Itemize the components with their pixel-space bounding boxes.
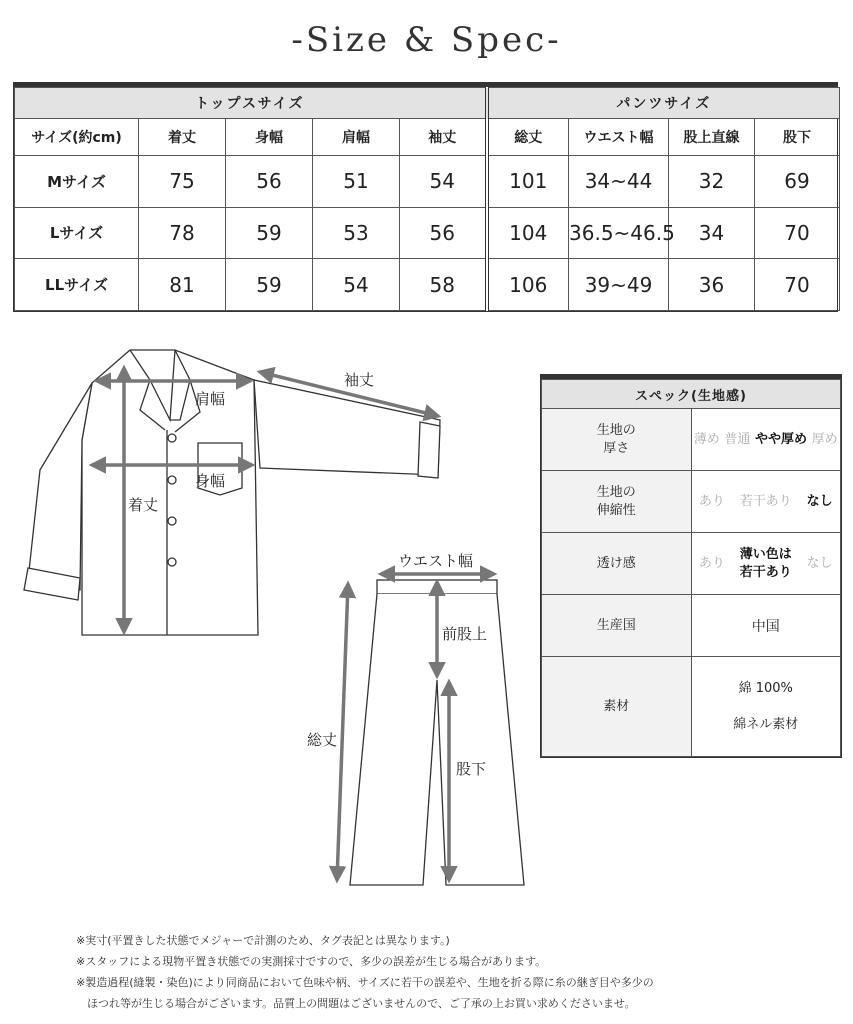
garment-illustration bbox=[0, 330, 540, 900]
spec-option: あり bbox=[698, 555, 725, 571]
spec-label: 素材 bbox=[542, 657, 692, 757]
table-cell: 51 bbox=[313, 156, 400, 208]
note-line: ※実寸(平置きした状態でメジャーで計測のため、タグ表記とは異なります。) bbox=[76, 934, 450, 947]
table-cell: 53 bbox=[313, 207, 400, 259]
spec-label: 生地の 伸縮性 bbox=[542, 471, 692, 533]
col-header-waist: ウエスト幅 bbox=[569, 119, 669, 156]
spec-option-selected: なし bbox=[806, 493, 833, 509]
origin-value: 中国 bbox=[691, 595, 841, 657]
col-header-chest: 身幅 bbox=[226, 119, 313, 156]
spec-option: 若干あり bbox=[739, 493, 792, 509]
spec-row-sheerness bbox=[542, 533, 841, 595]
table-cell: 36.5~46.5 bbox=[569, 207, 669, 259]
spec-option: 薄め bbox=[693, 431, 720, 447]
spec-option-selected: 薄い色は 若干あり bbox=[739, 546, 792, 580]
chest-label: 身幅 bbox=[195, 472, 226, 490]
note-line: ほつれ等が生じる場合がございます。品質上の問題はございませんので、ご了承の上お買い求めくださいませ。 bbox=[76, 997, 636, 1010]
spec-option-selected: やや厚め bbox=[755, 431, 808, 447]
spec-row-material bbox=[542, 657, 841, 757]
table-row bbox=[15, 156, 840, 208]
sleeve-label: 袖丈 bbox=[344, 371, 375, 389]
spec-row-thickness bbox=[542, 409, 841, 471]
spec-option: なし bbox=[806, 555, 833, 571]
table-row bbox=[15, 207, 840, 259]
inseam-label: 股下 bbox=[456, 760, 487, 778]
page-title: -Size & Spec- bbox=[291, 20, 562, 60]
table-cell: 78 bbox=[139, 207, 226, 259]
spec-row-origin bbox=[542, 595, 841, 657]
table-cell: 34 bbox=[669, 207, 755, 259]
table-cell: 104 bbox=[487, 207, 569, 259]
spec-table bbox=[540, 374, 842, 758]
table-cell: 81 bbox=[139, 259, 226, 311]
size-table bbox=[13, 82, 838, 312]
material-line: 綿ネル素材 bbox=[733, 716, 799, 732]
col-header-inseam: 股下 bbox=[755, 119, 840, 156]
rise-label: 前股上 bbox=[442, 625, 488, 643]
table-cell: 54 bbox=[400, 156, 487, 208]
note-line: ※スタッフによる現物平置き状態での実測採寸ですので、多少の誤差が生じる場合があります。 bbox=[76, 955, 547, 968]
table-cell: 54 bbox=[313, 259, 400, 311]
col-header-size: サイズ(約cm) bbox=[15, 119, 139, 156]
shoulder-label: 肩幅 bbox=[195, 390, 226, 408]
spec-row-stretch bbox=[542, 471, 841, 533]
table-cell: 70 bbox=[755, 259, 840, 311]
spec-title: スペック(生地感) bbox=[542, 380, 841, 409]
col-header-total: 総丈 bbox=[487, 119, 569, 156]
notes bbox=[76, 930, 836, 1014]
size-label: Lサイズ bbox=[15, 207, 139, 259]
table-cell: 59 bbox=[226, 259, 313, 311]
pants-size-header: パンツサイズ bbox=[487, 88, 840, 119]
note-line: ※製造過程(縫製・染色)により同商品において色味や柄、サイズに若干の誤差や、生地を折る際に糸の継ぎ目や多少の bbox=[76, 976, 654, 989]
spec-option: 普通 bbox=[724, 431, 751, 447]
spec-option: 厚め bbox=[811, 431, 838, 447]
spec-label: 透け感 bbox=[542, 533, 692, 595]
table-cell: 69 bbox=[755, 156, 840, 208]
col-header-shoulder: 肩幅 bbox=[313, 119, 400, 156]
table-cell: 75 bbox=[139, 156, 226, 208]
table-cell: 106 bbox=[487, 259, 569, 311]
col-header-length: 着丈 bbox=[139, 119, 226, 156]
spec-label: 生地の 厚さ bbox=[542, 409, 692, 471]
length-label: 着丈 bbox=[128, 496, 159, 514]
spec-option: あり bbox=[698, 493, 725, 509]
material-line: 綿 100% bbox=[738, 680, 793, 696]
table-cell: 58 bbox=[400, 259, 487, 311]
table-cell: 70 bbox=[755, 207, 840, 259]
tops-size-header: トップスサイズ bbox=[15, 88, 487, 119]
table-cell: 101 bbox=[487, 156, 569, 208]
table-row bbox=[15, 259, 840, 311]
table-cell: 39~49 bbox=[569, 259, 669, 311]
size-label: LLサイズ bbox=[15, 259, 139, 311]
table-cell: 56 bbox=[226, 156, 313, 208]
col-header-rise: 股上直線 bbox=[669, 119, 755, 156]
table-cell: 34~44 bbox=[569, 156, 669, 208]
table-cell: 36 bbox=[669, 259, 755, 311]
waist-label: ウエスト幅 bbox=[398, 552, 474, 570]
col-header-sleeve: 袖丈 bbox=[400, 119, 487, 156]
table-cell: 56 bbox=[400, 207, 487, 259]
table-cell: 32 bbox=[669, 156, 755, 208]
table-cell: 59 bbox=[226, 207, 313, 259]
size-label: Mサイズ bbox=[15, 156, 139, 208]
total-length-label: 総丈 bbox=[307, 731, 338, 749]
spec-label: 生産国 bbox=[542, 595, 692, 657]
